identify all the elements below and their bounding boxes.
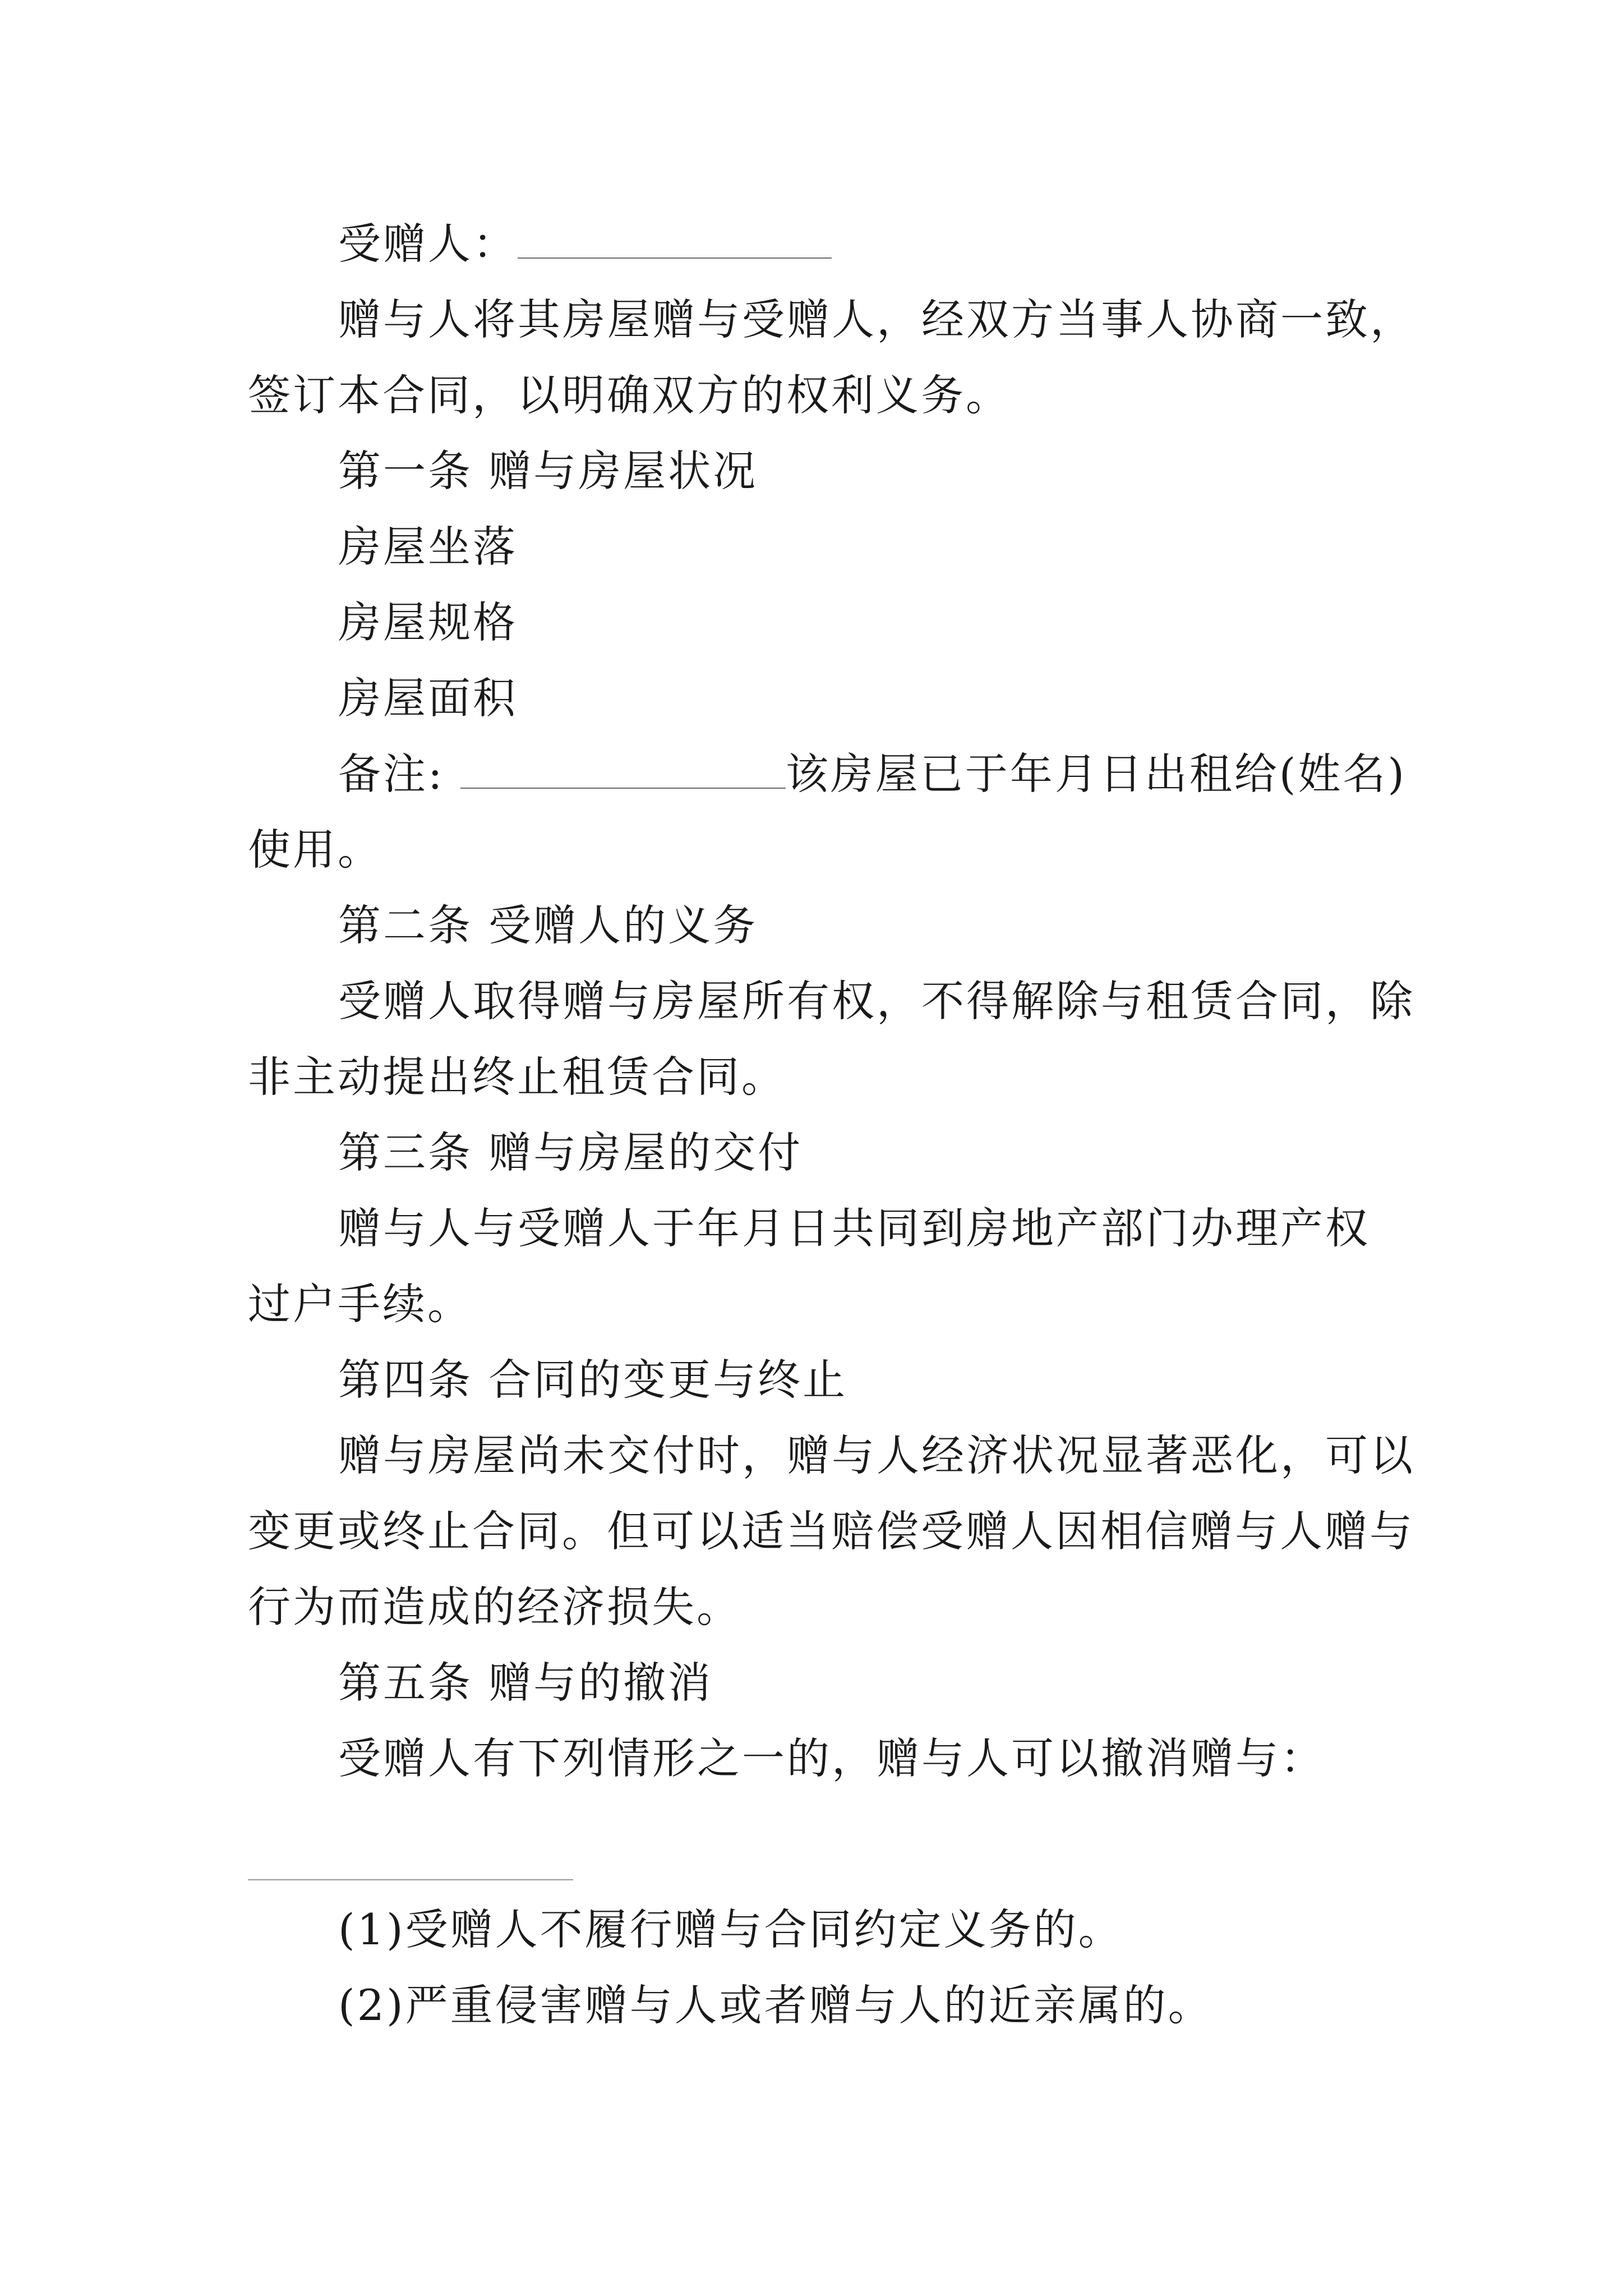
remark-line [338, 746, 1482, 802]
article5-heading: 第五条 赠与的撤消 [338, 1658, 713, 1708]
intro-line-2: 签订本合同，以明确双方的权利义务。 [248, 370, 1011, 420]
remark-blank [460, 749, 786, 789]
article4-heading: 第四条 合同的变更与终止 [338, 1355, 848, 1405]
remark-line-2: 使用。 [248, 825, 382, 875]
house-specification: 房屋规格 [338, 597, 518, 647]
article2-line-1: 受赠人取得赠与房屋所有权，不得解除与租赁合同，除 [338, 976, 1415, 1026]
article1-heading: 第一条 赠与房屋状况 [338, 446, 758, 496]
recipient-blank [518, 219, 832, 259]
article2-heading: 第二条 受赠人的义务 [338, 900, 758, 950]
article2-line-2: 非主动提出终止租赁合同。 [248, 1052, 786, 1102]
article5-item-2: (2)严重侵害赠与人或者赠与人的近亲属的。 [338, 1980, 1213, 2030]
article5-line-1: 受赠人有下列情形之一的，赠与人可以撤消赠与： [338, 1733, 1325, 1783]
article5-item-1: (1)受赠人不履行赠与合同约定义务的。 [338, 1904, 1123, 1954]
recipient-label: 受赠人： [338, 219, 518, 269]
house-area: 房屋面积 [338, 673, 518, 723]
remark-label: 备注: [338, 749, 445, 799]
footnote-separator [248, 1879, 573, 1880]
article4-line-3: 行为而造成的经济损失。 [248, 1582, 741, 1632]
remark-text: 该房屋已于年月日出租给(姓名) [785, 749, 1407, 799]
house-location: 房屋坐落 [338, 522, 518, 572]
recipient-line [338, 216, 1482, 272]
intro-line-1: 赠与人将其房屋赠与受赠人，经双方当事人协商一致， [338, 295, 1415, 344]
article3-line-2: 过户手续。 [248, 1279, 472, 1329]
article4-line-1: 赠与房屋尚未交付时，赠与人经济状况显著恶化，可以 [338, 1430, 1415, 1480]
article3-heading: 第三条 赠与房屋的交付 [338, 1128, 803, 1177]
article4-line-2: 变更或终止合同。但可以适当赔偿受赠人因相信赠与人赠与 [248, 1506, 1414, 1556]
article3-line-1: 赠与人与受赠人于年月日共同到房地产部门办理产权 [338, 1203, 1370, 1253]
